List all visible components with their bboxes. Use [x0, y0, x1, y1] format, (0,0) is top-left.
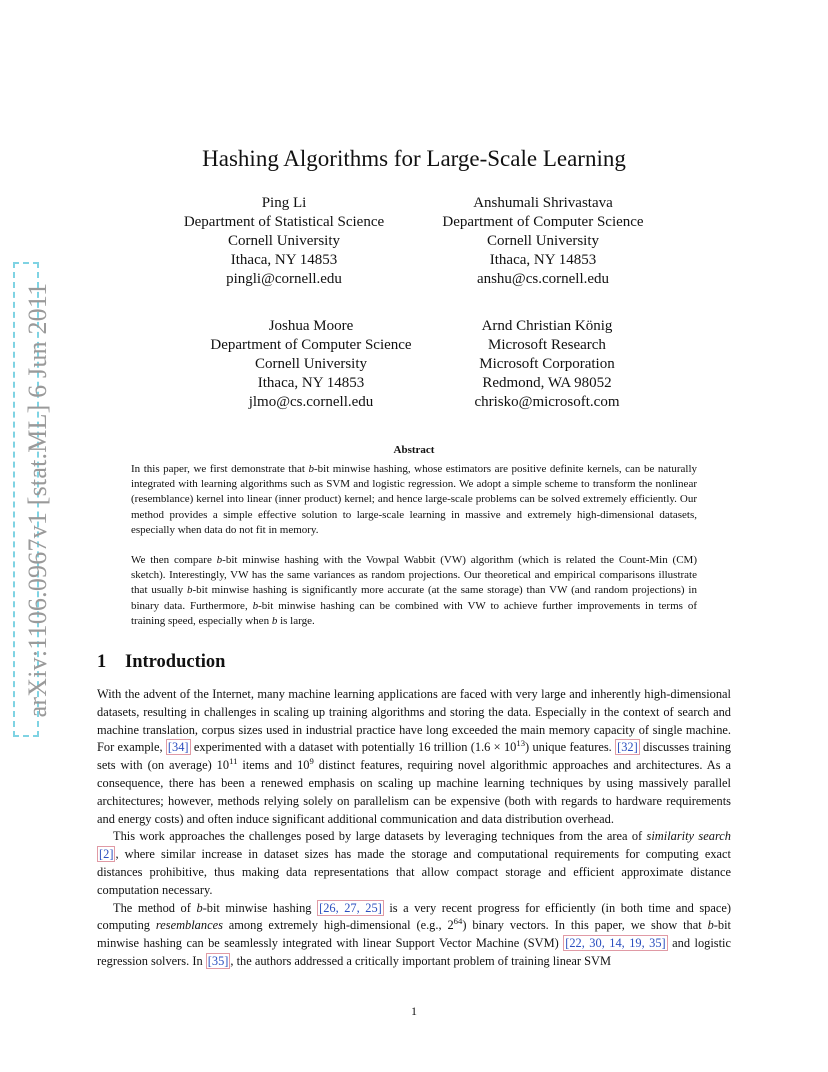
text-run: among extremely high-dimensional (e.g., 2 [222, 918, 454, 933]
section-number: 1 [97, 652, 107, 672]
author-org: Cornell University [254, 356, 368, 372]
text-run: -bit minwise hashing can be seamlessly integrated with linear Support Vector Machine (SVM) [97, 918, 731, 951]
author-location: Redmond, WA 98052 [482, 375, 612, 391]
page-number: 1 [411, 1004, 417, 1018]
author-email[interactable]: pingli@cornell.edu [226, 271, 342, 287]
abstract-paragraph-1 [131, 462, 697, 538]
text-run: , the authors addressed a critically important problem of training linear SVM [230, 953, 611, 968]
text-run: -bit minwise hashing is significantly more accurate (at the same storage) than VW (and random projections) in binary data. Furthermore, [131, 584, 697, 612]
math-b: b [308, 463, 314, 475]
author-name: Joshua Moore [268, 318, 354, 334]
arxiv-stamp[interactable]: arXiv:1106.0967v1 [stat.ML] 6 Jun 2011 [23, 282, 52, 718]
citation-link[interactable]: [32] [617, 740, 638, 755]
math-b: b [216, 554, 223, 566]
author-org: Microsoft Corporation [479, 356, 615, 372]
intro-paragraph-1 [97, 686, 731, 828]
intro-paragraph-2 [97, 828, 731, 899]
text-run: With the advent of the Internet, many machine learning applications are faced with very large and inherently high-dimensional datasets, resulting in challenges in scaling up training algorithms and storing the data. Especially in the context of search and machine translation, corpus sizes used in industrial practice have long exceeded the main memory capacity of single machine. For example, [97, 687, 731, 755]
citation-link[interactable]: [22, 30, 14, 19, 35] [565, 936, 666, 951]
author-email[interactable]: anshu@cs.cornell.edu [476, 271, 610, 287]
author-location: Ithaca, NY 14853 [257, 375, 365, 391]
author-name: Arnd Christian König [481, 318, 613, 334]
text-run: is large. [277, 614, 315, 627]
emphasis: similarity search [646, 829, 731, 844]
intro-paragraph-3 [97, 900, 731, 971]
citation-link[interactable]: [34] [167, 740, 189, 755]
text-run: In this paper, we first demonstrate that [131, 463, 309, 475]
text-run: and logistic regression solvers. In [97, 936, 731, 968]
author-name: Ping Li [261, 195, 307, 211]
author-dept: Department of Statistical Science [183, 214, 385, 230]
author-name: Anshumali Shrivastava [473, 195, 613, 211]
author-org: Cornell University [486, 233, 600, 249]
paper-title: Hashing Algorithms for Large-Scale Learning [202, 146, 626, 171]
text-run: This work approaches the challenges posed by large datasets by leveraging techniques from the area of [113, 829, 647, 844]
author-block-moore [202, 317, 420, 412]
author-block-konig [462, 317, 632, 412]
math-b: b [271, 614, 278, 627]
superscript: 64 [453, 916, 463, 927]
abstract-heading: Abstract [393, 444, 435, 456]
introduction-body [97, 686, 731, 971]
author-location: Ithaca, NY 14853 [489, 252, 597, 268]
citation-link[interactable]: [26, 27, 25] [319, 900, 382, 915]
text-run: -bit minwise hashing [202, 900, 318, 915]
math-b: b [187, 584, 193, 597]
superscript: 11 [229, 756, 238, 767]
text-run: experimented with a dataset with potentially 16 trillion (1.6 × 10 [190, 740, 517, 755]
author-dept: Department of Computer Science [210, 337, 412, 353]
section-heading [97, 652, 225, 673]
author-org: Cornell University [227, 233, 341, 249]
text-run: , where similar increase in dataset sizes has made the storage and computational requirements for computing exact distances prohibitive, thus making data representations that allow compact storage and efficient approximate distance computation necessary. [97, 847, 731, 897]
author-email[interactable]: chrisko@microsoft.com [474, 394, 620, 410]
author-dept: Microsoft Research [488, 337, 606, 353]
superscript: 13 [516, 738, 526, 749]
math-b: b [707, 918, 714, 933]
author-block-li [175, 194, 393, 289]
text-run: ) unique features. [525, 740, 616, 755]
section-title: Introduction [125, 652, 226, 672]
superscript: 9 [309, 756, 314, 767]
abstract-paragraph-2 [131, 553, 697, 629]
text-run: items and 10 [237, 758, 310, 773]
emphasis: resemblances [155, 918, 223, 933]
text-run: -bit minwise hashing can be combined with VW to achieve further improvements in terms of training speed, especially when [131, 599, 697, 627]
author-location: Ithaca, NY 14853 [230, 252, 338, 268]
citation-link[interactable]: [35] [207, 953, 229, 968]
math-b: b [252, 599, 259, 612]
text-run: discusses training sets with (on average) 10 [97, 740, 731, 773]
text-run: ) binary vectors. In this paper, we show that [462, 918, 708, 933]
author-block-shrivastava [434, 194, 652, 289]
text-run: -bit minwise hashing, whose estimators are positive definite kernels, can be naturally integrated with learning algorithms such as SVM and logistic regression. We adopt a simple scheme to transform the nonlinear (resemblance) kernel into linear (inner product) kernel; and hence large-scale problems can be solved extremely efficiently. Our method provides a simple effective solution to large-scale learning in massive and extremely high-dimensional datasets, especially when data do not fit in memory. [131, 463, 697, 536]
text-run: We then compare [131, 554, 217, 566]
text-run: is a very recent progress for efficiently (in both time and space) computing [97, 900, 731, 933]
author-dept: Department of Computer Science [442, 214, 644, 230]
citation-link[interactable]: [2] [99, 847, 114, 862]
text-run: The method of [113, 900, 197, 915]
text-run: -bit minwise hashing with the Vowpal Wabbit (VW) algorithm (which is related the Count-Min (CM) sketch). Interestingly, VW has the same variances as random projections. Our theoretical and empirical comparisons illustrate that usually [131, 554, 697, 597]
author-email[interactable]: jlmo@cs.cornell.edu [248, 394, 374, 410]
math-b: b [196, 900, 203, 915]
text-run: distinct features, requiring novel algorithmic approaches and architectures. As a consequence, there has been a renewed emphasis on scaling up machine learning techniques by using massively parallel architectures; however, methods relying solely on parallelism can be expensive (both with regards to hardware requirements and energy costs) and often induce significant additional communication and data distribution overhead. [97, 758, 731, 826]
